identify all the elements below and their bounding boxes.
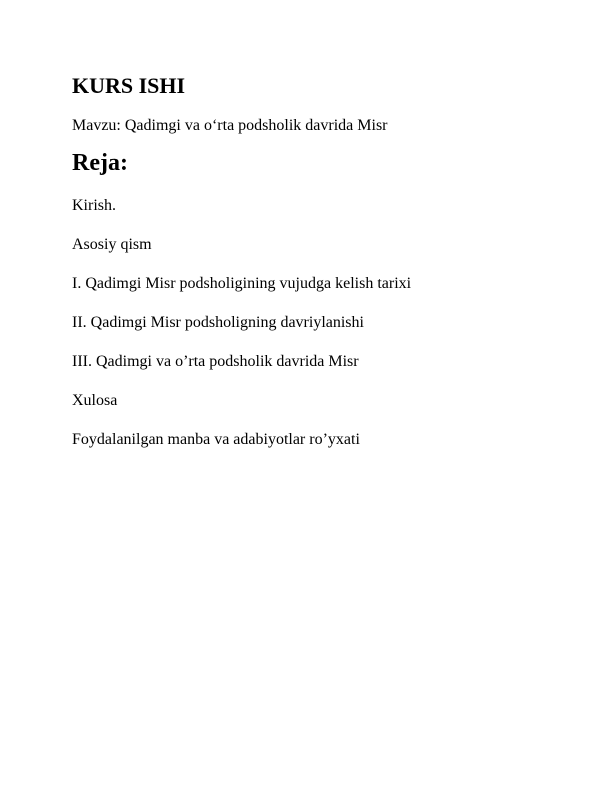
toc-item-chapter-2: II. Qadimgi Misr podsholigning davriylanishi	[72, 314, 364, 331]
toc-item-chapter-1: I. Qadimgi Misr podsholigining vujudga kelish tarixi	[72, 275, 412, 292]
toc-item-references: Foydalanilgan manba va adabiyotlar ro’yxati	[72, 431, 360, 448]
document-title: KURS ISHI	[72, 73, 186, 98]
toc-item-chapter-3: III. Qadimgi va o’rta podsholik davrida Misr	[72, 353, 359, 370]
plan-heading: Reja:	[72, 150, 128, 176]
toc-item-conclusion: Xulosa	[72, 392, 118, 409]
document-subject: Mavzu: Qadimgi va o‘rta podsholik davrida Misr	[72, 117, 388, 134]
table-of-contents	[72, 196, 540, 450]
toc-item-main-part: Asosiy qism	[72, 236, 152, 253]
document-body	[72, 72, 540, 469]
toc-item-introduction: Kirish.	[72, 197, 116, 214]
